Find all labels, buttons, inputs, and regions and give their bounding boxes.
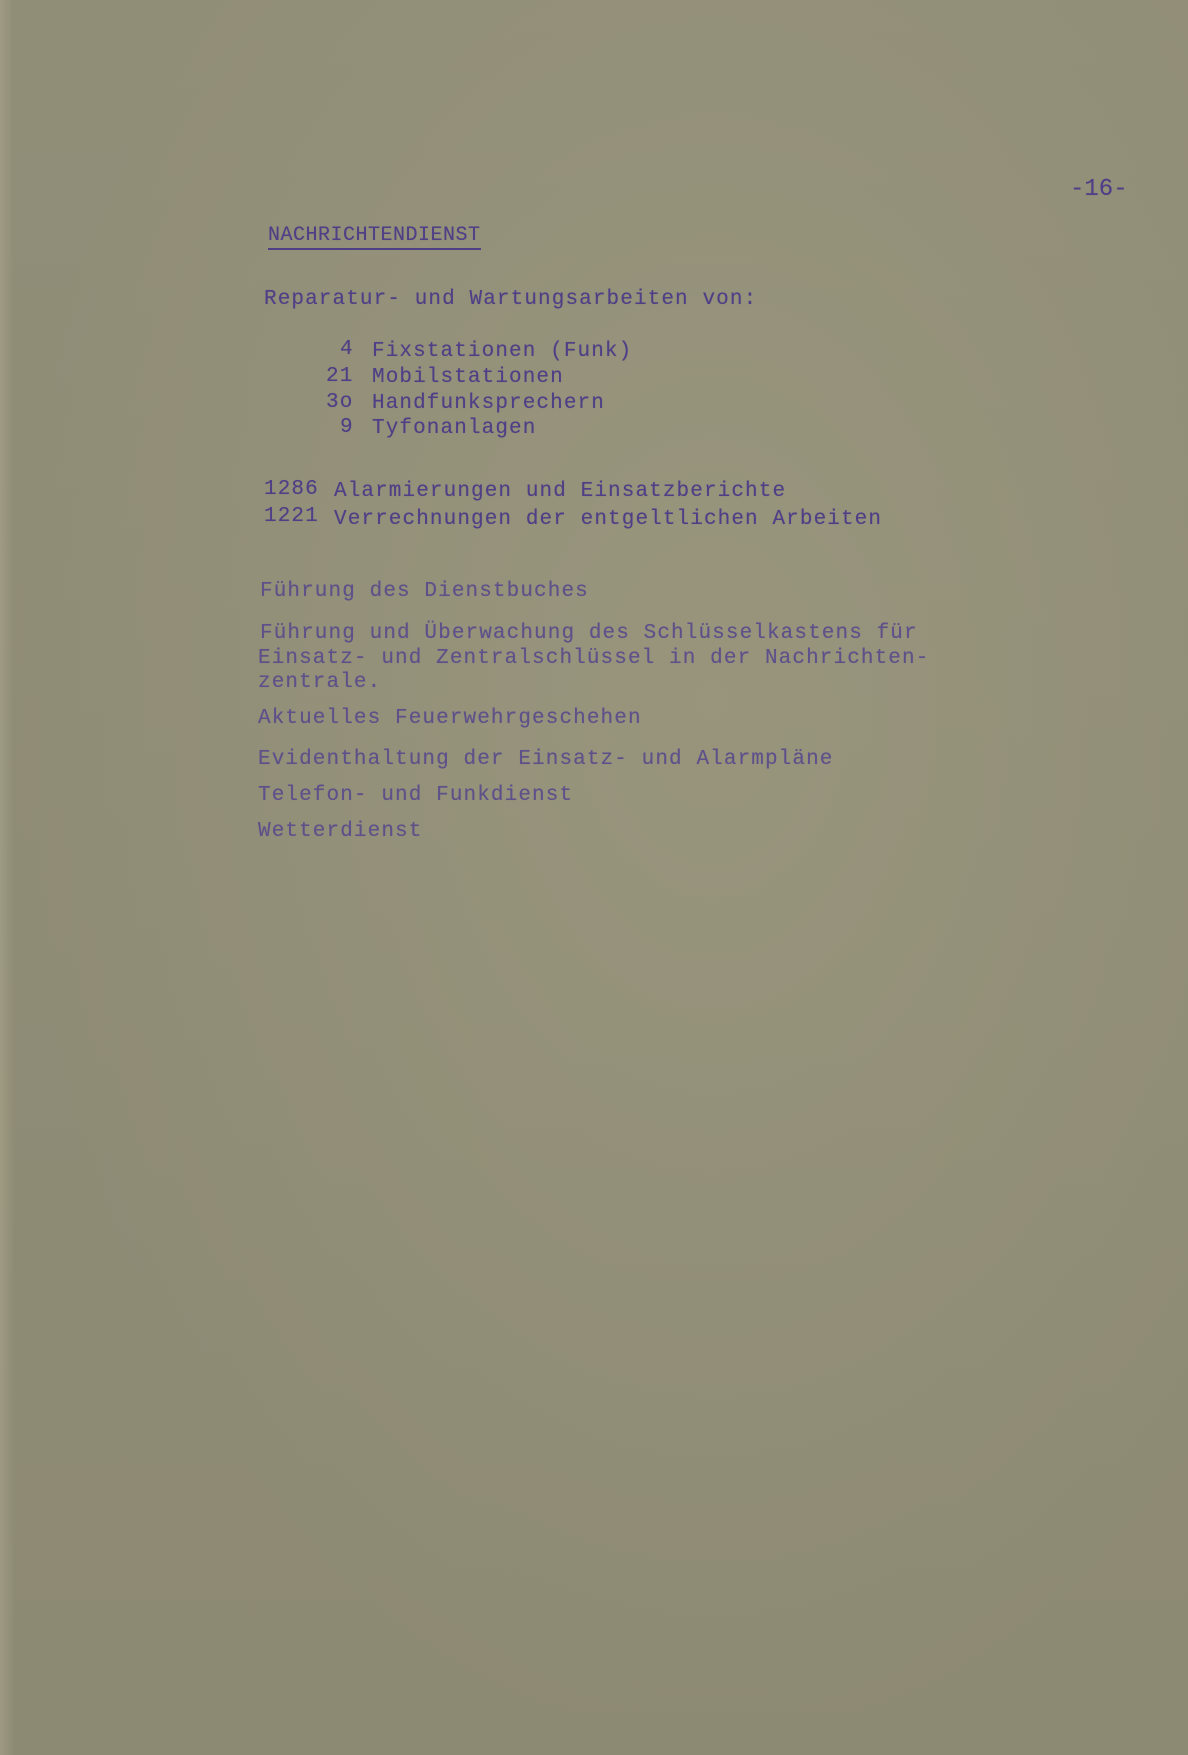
repair-count: 9 — [340, 416, 354, 439]
repair-item: Mobilstationen — [372, 366, 564, 389]
page-edge — [0, 0, 14, 1755]
stat-item: Verrechnungen der entgeltlichen Arbeiten — [334, 508, 883, 531]
repair-item: Handfunksprechern — [372, 392, 605, 415]
duty-item: Telefon- und Funkdienst — [258, 784, 574, 807]
duty-item: zentrale. — [258, 671, 382, 694]
stat-count: 1286 — [264, 478, 319, 501]
repair-count: 3o — [326, 391, 354, 414]
duty-item: Einsatz- und Zentralschlüssel in der Nachrichten- — [258, 647, 930, 670]
intro-line: Reparatur- und Wartungsarbeiten von: — [264, 288, 758, 311]
duty-item: Evidenthaltung der Einsatz- und Alarmpläne — [258, 748, 834, 771]
repair-item: Fixstationen (Funk) — [372, 340, 633, 363]
page-number: -16- — [1070, 176, 1128, 203]
duty-item: Führung des Dienstbuches — [260, 580, 589, 603]
repair-count: 21 — [326, 365, 354, 388]
section-heading: NACHRICHTENDIENST — [268, 224, 481, 250]
duty-item: Führung und Überwachung des Schlüsselkastens für — [260, 622, 918, 645]
repair-count: 4 — [340, 338, 354, 361]
repair-item: Tyfonanlagen — [372, 417, 537, 440]
duty-item: Aktuelles Feuerwehrgeschehen — [258, 707, 642, 730]
stat-item: Alarmierungen und Einsatzberichte — [334, 480, 787, 503]
stat-count: 1221 — [264, 505, 319, 528]
duty-item: Wetterdienst — [258, 820, 423, 843]
